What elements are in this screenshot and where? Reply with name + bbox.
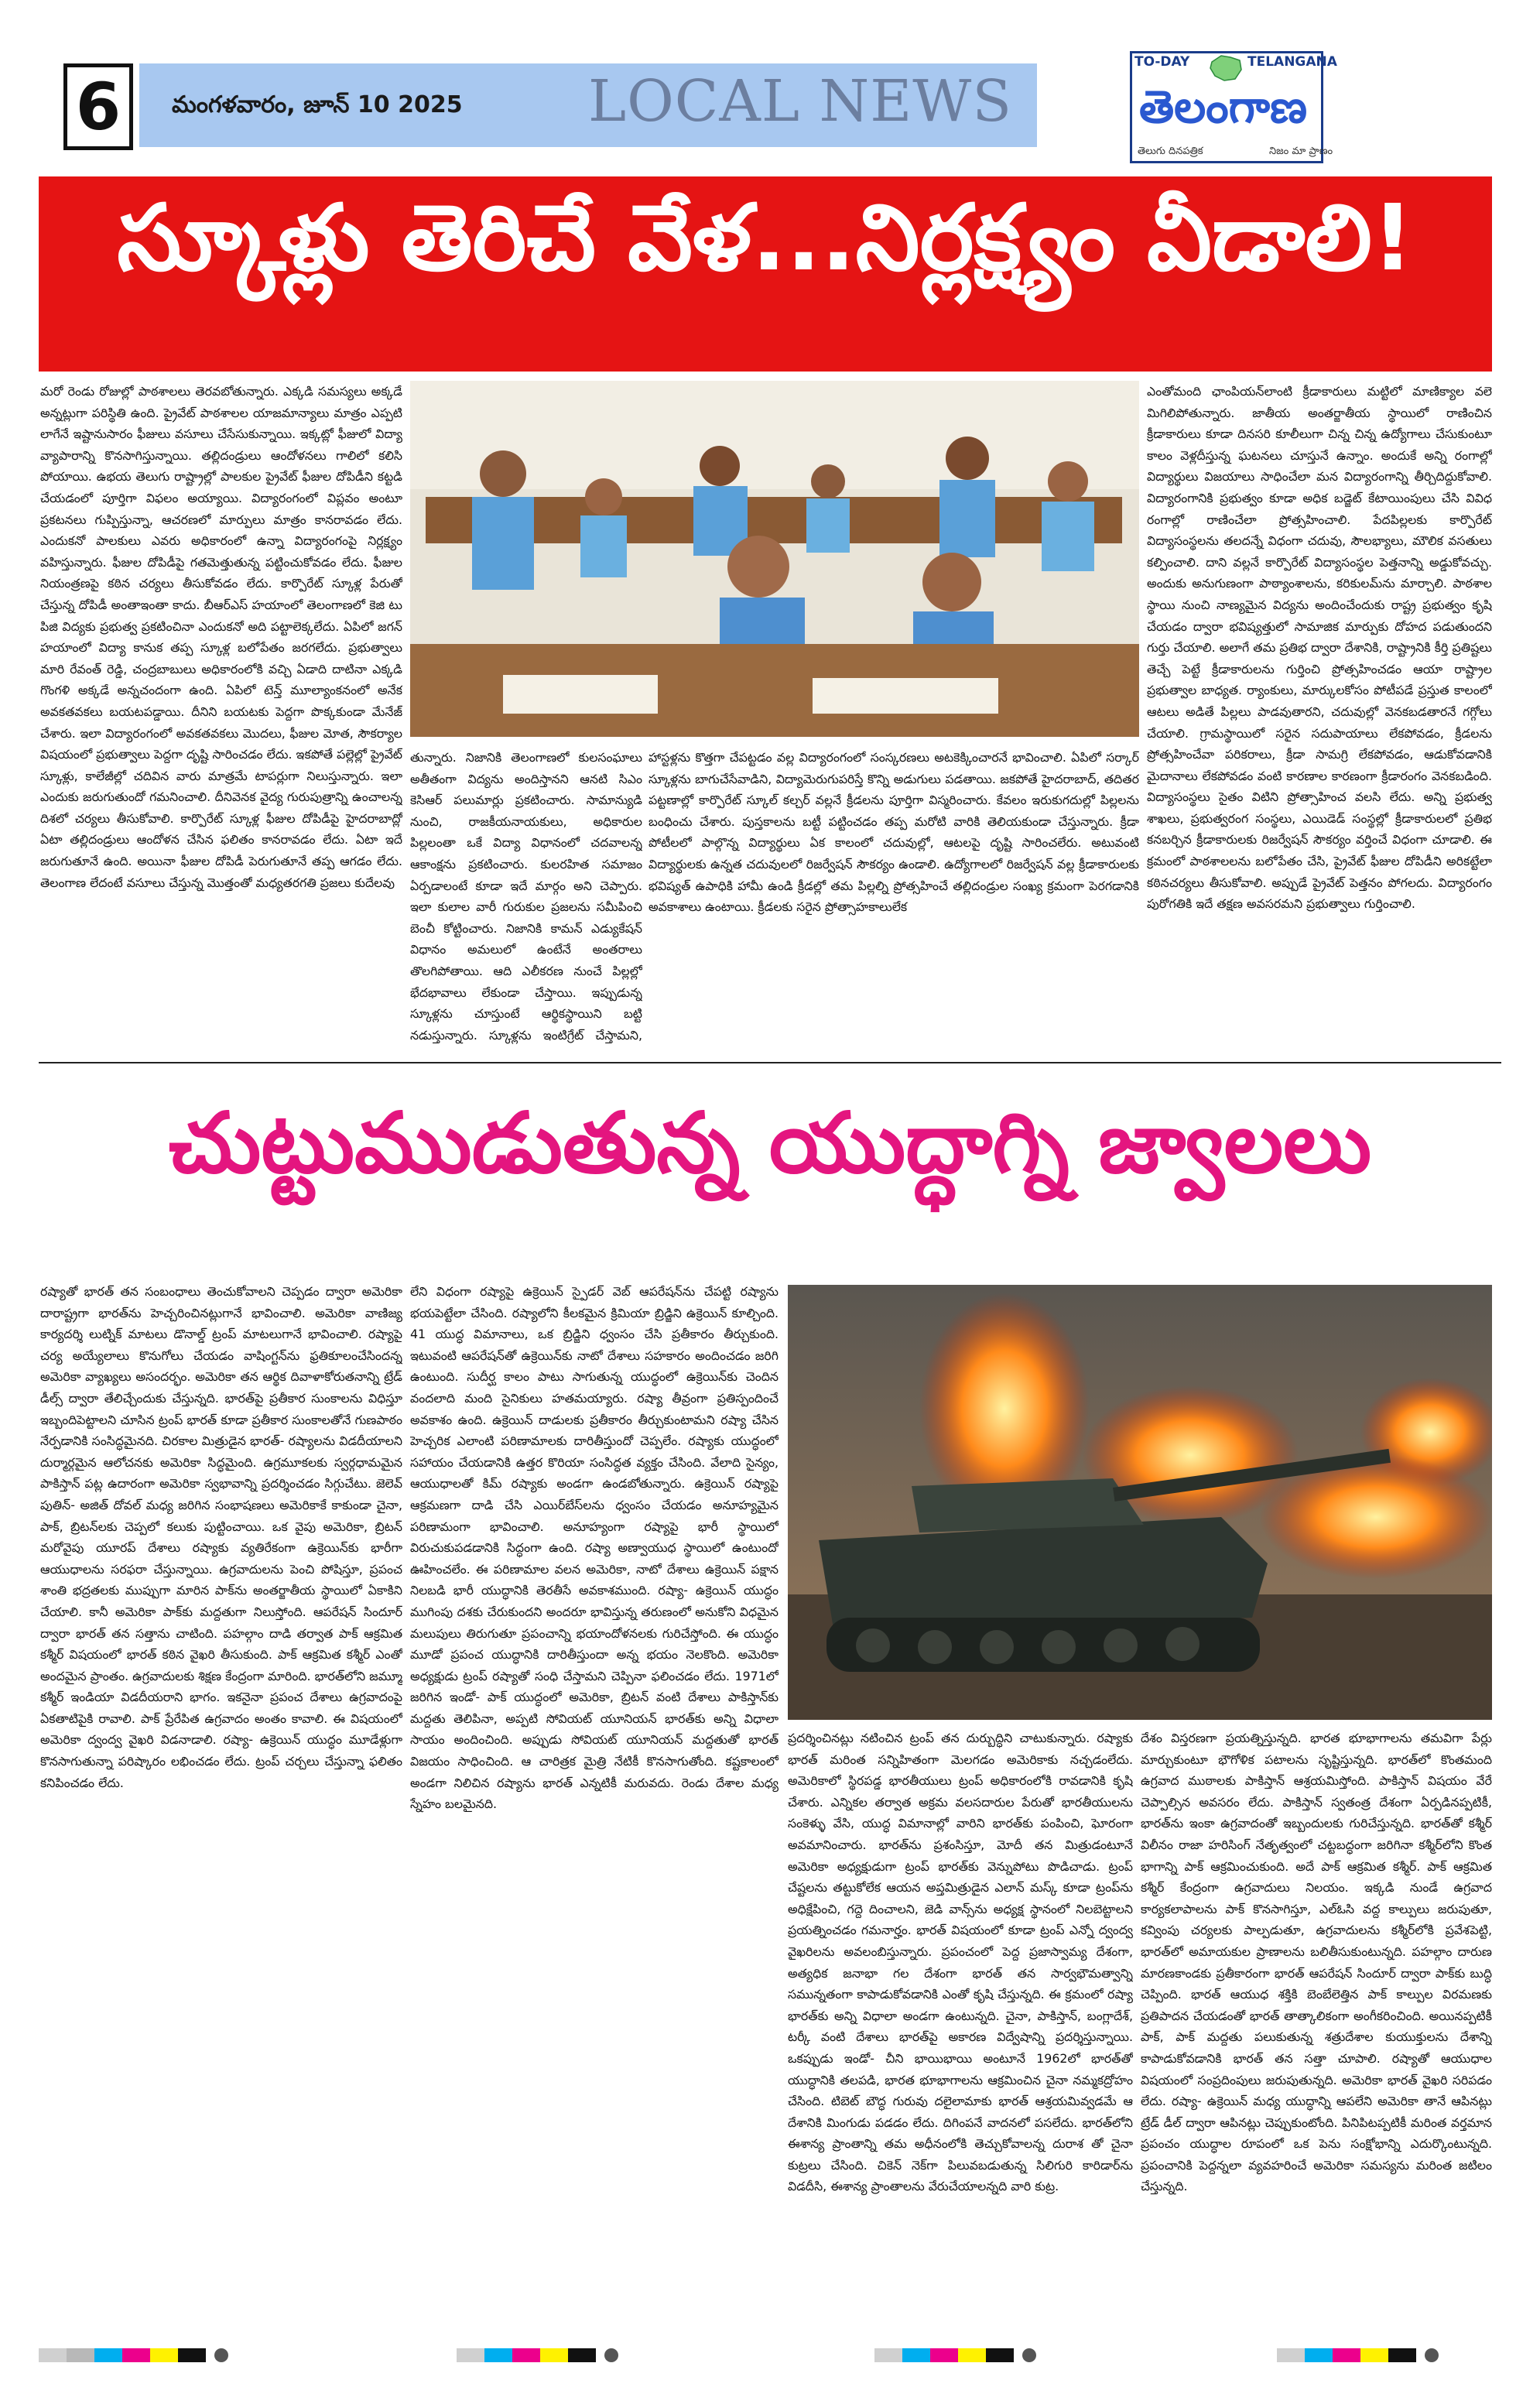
article1-headline: స్కూళ్లు తెరిచే వేళ...నిర్లక్ష్యం వీడాలి!	[117, 184, 1414, 291]
logo-tagline-right: నిజం మా ప్రాణం	[1269, 146, 1333, 157]
article1-column-2: తున్నారు. నిజానికి తెలంగాణలో కులసంఘాలు అతీతంగా విద్యను అందిస్తానని ఆనటి సిఎం కెసిఆర్ పలుమార్లు ప్రకటించారు. సామాన్యుడి నుంచి, రాజకీయనాయకులు, అధికారుల పిల్లలంతా ఒకే విద్యా విధానంలో చదవాలన్న ఆకాంక్షను ప్రకటించారు. కులరహిత సమాజం ఏర్పడాలంటే కూడా ఇదే మార్గం అని చెప్పారు. ఇలా కులాల వారీ గురుకుల ప్రజలను సమీపించి బెంచీ కోట్టించారు. నిజానికి కామన్ ఎడ్యుకేషన్ విధానం అమలులో ఉంటేనే అంతరాలు తొలగిపోతాయి. ఆది ఎలీకరణ నుంచే పిల్లల్లో భేదభావాలు లేకుండా చేస్తాయి. ఇప్పుడున్న స్కూళ్లను చూస్తుంటే ఆర్థికస్థాయిని బట్టి నడుస్తున్నారు. స్కూళ్లను ఇంటిగ్రేట్ చేస్తామని,	[410, 750, 642, 1043]
page-number: 6	[63, 63, 133, 150]
section-title: LOCAL NEWS	[588, 68, 1013, 135]
telangana-map-icon	[1207, 53, 1244, 84]
logo-tagline-left: తెలుగు దినపత్రిక	[1138, 146, 1203, 157]
classroom-students-photo	[410, 381, 1139, 737]
logo-name: తెలంగాణ	[1139, 80, 1307, 133]
article2-column-1: రష్యాతో భారత్ తన సంబంధాలు తెంచుకోవాలని చెప్పడం ద్వారా అమెరికా దారాష్ట్రగా భారత్‌ను హెచ్చరించినట్లుగానే భావించాలి. అమెరికా వాణిజ్య కార్యదర్శి లుట్నిక్ మాటలు డొనాల్డ్ ట్రంప్ మాటలుగానే భావించాలి. రష్యాపై చర్య అయ్యేలాలు కొనుగోలు చేయడం వాషింగ్టన్‌ను ఫ్రతికూలంచేసిందన్న అమెరికా వ్యాఖ్యలు అసందర్భం. అమెరికా తన ఆర్థిక దివాళాకోరుతనాన్ని ట్రేడ్ డీల్స్ ద్వారా తేలిచ్చేందుకు చేస్తున్నది. భారత్‌పై ప్రతీకార సుంకాలను విధిస్తూ ఇబ్బందిపెట్టాలని చూసిన ట్రంప్ భారత్ కూడా ప్రతీకార సుంకాలతోనే గుణపాఠం నేర్పడానికి సంసిద్ధమైనది. చిరకాల మిత్రుడైన భారత్- రష్యాలను విడదీయాలని దుర్మార్గమైన ఆలోచనకు అమెరికా సిద్ధమైంది. ఉగ్రమూకలకు స్వర్గధామమైన పాకిస్తాన్ పట్ల ఉదారంగా అమెరికా స్వభావాన్ని ప్రదర్శించడం సిగ్గుచేటు. జెలెవ్ పుతిన్- అజిత్ దోవల్ మధ్య జరిగిన సంభాషణలు అమెరికాకే కాకుండా చైనా, పాక్, బ్రిటన్‌లకు చెప్పలో కలుకు పుట్టించాయి. ఒక వైపు అమెరికా, బ్రిటన్ మరోవైపు యూరప్ దేశాలు రష్యాకు వ్యతిరేకంగా ఉక్రెయిన్‌కు భారీగా ఆయుధాలను సరఫరా చేస్తున్నాయి. ఉగ్రవాదులను పెంచి పోషిస్తూ, ప్రపంచ శాంతి భద్రతలకు ముప్పుగా మారిన పాక్‌ను అంతర్జాతీయ స్థాయిలో ఏకాకిని చేయాలి. కానీ అమెరికా పాక్‌కు మద్దతుగా నిలుస్తోంది. ఆపరేషన్ సిందూర్ ద్వారా భారత్ తన సత్తాను చాటింది. పహల్గాం దాడి తర్వాత పాక్ ఆక్రమిత కశ్మీర్ విషయంలో భారత్ కఠిన వైఖరి తీసుకుంది. పాక్ ఆక్రమిత కశ్మీర్ ఎంతో అందమైన ప్రాంతం. ఉగ్రవాదులకు శిక్షణ కేంద్రంగా మారింది. భారత్‌లోని జమ్మూ కశ్మీర్ ఇండియా విడదీయరాని భాగం. ఇకనైనా ప్రపంచ దేశాలు ఉగ్రవాదంపై ఏకతాటిపైకి రావాలి. పాక్ ప్రేరేపిత ఉగ్రవాదం అంతం కావాలి. ఈ విషయంలో అమెరికా ద్వంద్వ వైఖరి విడనాడాలి. రష్యా- ఉక్రెయిన్ యుద్ధం మూడేళ్లుగా కొనసాగుతున్నా పరిష్కారం లభించడం లేదు. ట్రంప్ చర్చలు చేస్తున్నా ఫలితం కనిపించడం లేదు.	[40, 1284, 402, 1790]
article2-column-3: ప్రదర్శించినట్లు నటించిన ట్రంప్ తన దుర్బుద్ధిని చాటుకున్నారు. రష్యాకు భారత్ మరింత సన్నిహితంగా మెలగడం అమెరికాకు నచ్చడంలేదు. అమెరికాలో స్థిరపడ్డ భారతీయులు ట్రంప్ అధికారంలోకి రావడానికి కృషి చేశారు. ఎన్నికల తర్వాత అక్రమ వలసదారుల పేరుతో భారతీయులను సంకెళ్ళు వేసి, యుద్ధ విమానాల్లో వారిని భారత్‌కు పంపించి, ఘోరంగా అవమానించారు. భారత్‌ను ప్రశంసిస్తూ, మోదీ తన మిత్రుడంటూనే అమెరికా అధ్యక్షుడుగా ట్రంప్ భారత్‌కు వెన్నుపోటు పొడిచాడు. ట్రంప్ చేష్టలను తట్టుకోలేక ఆయన అప్తమిత్రుడైన ఎలాన్ మస్క్ కూడా ట్రంప్‌ను అధిక్షేపించి, గద్దె దించాలని, జెడి వాన్స్‌ను అధ్యక్ష స్థానంలో నిలబెట్టాలని ప్రయత్నించడం గమనార్హం. భారత్ విషయంలో కూడా ట్రంప్ ఎన్నో ద్వంద్వ వైఖరిలను అవలంబిస్తున్నారు. ప్రపంచంలో పెద్ద ప్రజాస్వామ్య దేశంగా, అత్యధిక జనాభా గల దేశంగా భారత్ తన సార్వభౌమత్వాన్ని సమున్నతంగా కాపాడుకోవడానికి ఎంతో కృషి చేస్తున్నది. ఈ క్రమంలో రష్యా భారత్‌కు అన్ని విధాలా అండగా ఉంటున్నది. చైనా, పాకిస్తాన్, బంగ్లాదేశ్, టర్కీ వంటి దేశాలు భారత్‌పై అకారణ విద్వేషాన్ని ప్రదర్శిస్తున్నాయి. ఒకప్పుడు ఇండో- చీని భాయిభాయి అంటూనే 1962లో భారత్‌తో యుద్ధానికి తలపడి, భారత భూభాగాలను ఆక్రమించిన చైనా నమ్మకద్రోహం చేసింది. టిబెట్ బౌద్ధ గురువు దలైలామాకు భారత్ ఆశ్రయమివ్వడమే ఆ దేశానికి మింగుడు పడడం లేదు. దిగింపనే వాదనలో పసలేదు. భారత్‌లోని ఈశాన్య ప్రాంతాన్ని తమ అధీనంలోకి తెచ్చుకోవాలన్న దురాశ తో చైనా కుట్రలు చేసింది. చికెన్ నెక్‌గా పిలువబడుతున్న సిలిగురి కారిడార్‌ను విడదీసి, ఈశాన్య ప్రాంతాలను వేరుచేయాలన్నది వారి కుట్ర.	[788, 1731, 1133, 2194]
article2-headline: చుట్టుముడుతున్న యుద్ధాగ్ని జ్వాలలు	[168, 1095, 1372, 1192]
printer-registration-marks	[39, 2347, 1501, 2364]
logo-top-left: TO-DAY	[1134, 54, 1190, 70]
section-divider	[39, 1062, 1501, 1063]
tank-fire-photo	[788, 1285, 1492, 1720]
article1-column-4: ఎంతోమంది ఛాంపియన్‌లాంటి క్రీడాకారులు మట్టిలో మాణిక్యాల వలె మిగిలిపోతున్నారు. జాతీయ అంతర్జాతీయ స్థాయిలో రాణించిన క్రీడాకారులు కూడా దినసరి కూలీలుగా చిన్న చిన్న ఉద్యోగాలు చేసుకుంటూ కాలం వెళ్లదీస్తున్న ఘటనలు చూస్తునే ఉన్నాం. అందుకే అన్ని రంగాల్లో విద్యార్థులు విజయాలు సాధించేలా మన విద్యారంగాన్ని తీర్చిదిద్దుకోవాలి. విద్యారంగానికి ప్రభుత్వం కూడా అధిక బడ్జెట్ కేటాయింపులు చేసి వివిధ రంగాల్లో రాణించేలా ప్రోత్సహించాలి. పేదపిల్లలకు కార్పొరేట్ విద్యాసంస్థలను తలదన్నే విధంగా చదువు, సౌలభ్యాలు, మౌలిక వసతులు కల్పించాలి. దాని వల్లనే కార్పొరేట్ విద్యాసంస్థల పెత్తనాన్ని అడ్డుకోవచ్చు. అందుకు అనుగుణంగా పాఠ్యాంశాలను, కరికులమ్‌ను మార్చాలి. పాఠశాల స్థాయి నుంచి నాణ్యమైన విద్యను అందించేందుకు రాష్ట్ర ప్రభుత్వం కృషి చేయడం ద్వారా భవిష్యత్తులో సామాజిక మార్పుకు దోహద పడుతుందని గుర్తు చేయాలి. అలాగే తమ ప్రతిభ ద్వారా దేశానికి, రాష్ట్రానికి కీర్తి ప్రతిష్టలు తెచ్చే పెట్టే క్రీడాకారులను గుర్తించి ప్రోత్సహించడం ఆయా రాష్ట్రాల ప్రభుత్వాల బాధ్యత. ర్యాంకులు, మార్కులకోసం పోటీపడే ప్రస్తుత కాలంలో ఆటలు అడితే పిల్లలు పాడవుతారని, చదువుల్లో వెనకబడతారనే గగ్గోలు చేయాలి. గ్రామస్థాయిలో సరైన సదుపాయాలు లేకపోవడం, క్రీడలను ప్రోత్సహించేవా పరికరాలు, క్రీడా సామగ్రి లేకపోవడం, ఆడుకోవడానికి మైదానాలు లేకపోవడం వంటి కారణాల కారణంగా క్రీడారంగం వెనకబడింది. విద్యాసంస్థలు సైతం విటిని ప్రోత్సాహించ వలసి లేదు. అన్ని ప్రభుత్వ శాఖలు, ప్రభుత్వరంగ సంస్థలు, ఎయిడెడ్ సంస్థల్లో క్రీడాకారులలో ప్రతిభ కనబర్చిన క్రీడాకారులకు రిజర్వేషన్ సౌకర్యం వర్తించే విధంగా చూడాలి. ఈ క్రమంలో పాఠశాలలను బలోపేతం చేసి, ప్రైవేట్ ఫీజుల దోపిడీని అరికట్టేలా కఠినచర్యలు తీసుకోవాలి. అప్పుడే ప్రైవేట్ పెత్తనం పోగలదు. విద్యారంగం పురోగతికి ఇదే తక్షణ అవసరమని ప్రభుత్వాలు గుర్తించాలి.	[1147, 384, 1492, 912]
article1-column-1: మరో రెండు రోజుల్లో పాఠశాలలు తెరవబోతున్నారు. ఎక్కడి సమస్యలు అక్కడే అన్నట్లుగా పరిస్థితి ఉంది. ప్రైవేట్ పాఠశాలల యాజమాన్యాలు మాత్రం ఎప్పటి లాగేనే ఇష్టానుసారం ఫీజులు వసూలు చేసేసుకున్నాయి. ఇక్కట్లో ఫీజులో విద్యా వ్యాపారాన్ని కొనసాగిస్తున్నాయి. తల్లిదండ్రులు ఆందోళనలు గాలిలో కలిసి పోయాయి. ఉభయ తెలుగు రాష్ట్రాల్లో పాలకుల ప్రైవేట్ ఫీజుల దోపిడీని కట్టడి చేయడంలో పూర్తిగా విఫలం అయ్యాయి. విద్యారంగంలో విప్లవం అంటూ ప్రకటనలు గుప్పిస్తున్నా, ఆచరణలో మార్పులు మాత్రం కానరావడం లేదు. ఎందుకనో పాలకులు ఎవరు అధికారంలో ఉన్నా విద్యారంగంపై నిర్లక్ష్యం వహిస్తున్నారు. ఫీజుల దోపిడీపై గతమెత్తుతున్న పట్టించుకోవడం లేదు. ఫీజుల నియంత్రణపై కఠిన చర్యలు తీసుకోవడం లేదు. కార్పొరేట్ స్కూళ్ల పేరుతో చేస్తున్న దోపిడీ అంతాఇంతా కాదు. బీఆర్ఎస్ హయాంలో తెలంగాణలో కెజి టు పిజి విద్యకు ప్రభుత్వ ప్రకటించినా ఎందుకనో అది పట్టాలెక్కలేదు. ఏపిలో జగన్ హయాంలో విద్యా కానుక తప్ప స్కూళ్ల బలోపేతం జరగలేదు. ప్రభుత్వాలు మారి రేవంత్ రెడ్డి, చంద్రబాబులు అధికారంలోకి వచ్చి ఏడాది దాటినా ఎక్కడి గొంగళి అక్కడే అన్నచందంగా ఉంది. ఏపిలో టెన్త్ మూల్యాంకనంలో అనేక అవకతవకలు బయటపడ్డాయి. దీనిని బయటకు పెద్దగా పొక్కకుండా మేనేజ్ చేశారు. ఇలా విద్యారంగంలో అవకతవకలు మొదలు, ఫీజుల మోత, సౌకర్యాల విషయంలో ప్రభుత్వాలు పెద్దగా దృష్టి సారించడం లేదు. ఇకపోతే పల్లెల్లో ప్రైవేట్ స్కూళ్లు, కాలేజీల్లో చదివిన వారు మాత్రమే టాపర్లుగా నిలుస్తున్నారు. ఇలా ఎందుకు జరుగుతుందో గమనించాలి. దీనివెనక వైద్య గురుపుత్రాన్ని ఉంచాలన్న దిశలో చర్యలు తీసుకోవాలి. కార్పొరేట్ స్కూళ్ల ఫీజుల దోపిడీపై హైదరాబాద్లో ఏటా తల్లిదండ్రులు ఆందోళన చేసిన ఫలితం కానరావడం లేదు. ఏటా ఇదే జరుగుతూనే ఉంది. అయినా ఫీజుల దోపిడీ పెరుగుతూనే తప్ప ఆగడం లేదు. తెలంగాణ లేదంటే వసూలు చేస్తున్న మొత్తంతో మధ్యతరగతి ప్రజలు కుదేలవు	[40, 384, 402, 890]
logo-top-right: TELANGANA	[1247, 54, 1337, 70]
article2-column-4: దేశం విస్తరణగా ప్రయత్నిస్తున్నది. భారత భూభాగాలను తమవిగా పేర్లు మార్చుకుంటూ భౌగోళిక పటాలను సృష్టిస్తున్నది. భారత్‌లో కొంతమంది ఉగ్రవాద ముఠాలకు పాకిస్తాన్ ఆశ్రయమిస్తోంది. పాకిస్తాన్ విషయం వేరే చెప్పాల్సిన అవసరం లేదు. పాకిస్తాన్ స్వతంత్ర దేశంగా ఏర్పడినప్పటికీ, భారత్‌ను ఇంకా ఉగ్రవాదంతో ఇబ్బందులకు గురిచేస్తున్నది. భారత్‌తో కశ్మీర్ విలీనం రాజా హరిసింగ్ నేతృత్వంలో చట్టబద్ధంగా జరిగినా కశ్మీర్‌లోని కొంత భాగాన్ని పాక్ ఆక్రమించుకుంది. అదే పాక్ ఆక్రమిత కశ్మీర్. పాక్ ఆక్రమిత కశ్మీర్ కేంద్రంగా ఉగ్రవాదులు నిలయం. ఇక్కడి నుండే ఉగ్రవాద కార్యకలాపాలను పాక్ కొనసాగిస్తూ, ఎల్ఓసి వద్ద కాల్పులు జరుపుతూ, కవ్వింపు చర్యలకు పాల్పడుతూ, ఉగ్రవాదులను కశ్మీర్‌లోకి ప్రవేశపెట్టి, భారత్‌లో అమాయకుల ప్రాణాలను బలితీసుకుంటున్నది. పహల్గాం దారుణ మారణకాండకు ప్రతీకారంగా భారత్ ఆపరేషన్ సిందూర్ ద్వారా పాక్‌కు బుద్ధి చెప్పింది. భారత్ ఆయుధ శక్తికి బెంబేలెత్తిన పాక్ కాల్పుల విరమణకు ప్రతిపాదన చేయడంతో భారత్ తాత్కాలికంగా అంగీకరించింది. అయినప్పటికీ పాక్, పాక్ మద్దతు పలుకుతున్న శత్రుదేశాల కుయుక్తులను దేశాన్ని కాపాడుకోవడానికి భారత్ తన సత్తా చూపాలి. రష్యాతో ఆయుధాల విషయంలో సంప్రదింపులు జరుపుతున్నది. అమెరికా భారత్ వైఖరి సరిపడం లేదు. రష్యా- ఉక్రెయిన్ మధ్య యుద్ధాన్ని ఆపలేని అమెరికా తానే ఆపినట్లు ట్రేడ్ డీల్ ద్వారా ఆపినట్లు చెప్పుకుంటోంది. పినిపిటప్పటికీ మరింత వర్తమాన ప్రపంచం యుద్ధాల రూపంలో ఒక పెను సంక్షోభాన్ని ఎదుర్కొంటున్నది. ప్రపంచానికి పెద్దన్నలా వ్యవహరించే అమెరికా సమస్యను మరింత జటిలం చేస్తున్నది.	[1141, 1731, 1492, 2194]
article2-column-2: లేని విధంగా రష్యాపై ఉక్రెయిన్ స్పైడర్ వెబ్ ఆపరేషన్‌ను చేపట్టి రష్యాను భయపెట్టేలా చేసింది. రష్యాలోని కీలకమైన క్రిమియా బ్రిడ్జిని ఉక్రెయిన్ కూల్చింది. 41 యుద్ధ విమానాలు, ఒక బ్రిడ్జిని ధ్వంసం చేసి ప్రతీకారం తీర్చుకుంది. ఇటువంటి ఆపరేషన్‌తో ఉక్రెయిన్‌కు నాటో దేశాలు సహకారం అందించడం జరిగి ఉంటుంది. సుదీర్ఘ కాలం పాటు సాగుతున్న యుద్ధంలో ఉక్రెయిన్‌కు చెందిన వందలాది మంది సైనికులు హతమయ్యారు. రష్యా తీవ్రంగా ప్రతిస్పందించే అవకాశం ఉంది. ఉక్రెయిన్ దాడులకు ప్రతీకారం తీర్చుకుంటామని రష్యా చేసిన హెచ్చరిక ఎలాంటి పరిణామాలకు దారితీస్తుందో చెప్పలేం. రష్యాకు యుద్ధంలో సహాయం చేయడానికి ఉత్తర కొరియా సంసిద్ధత వ్యక్తం చేసింది. వేలాది సైన్యం, ఆయుధాలతో కిమ్ రష్యాకు అండగా ఉండబోతున్నారు. ఉక్రెయిన్ రష్యాపై ఆక్రమణగా దాడి చేసి ఎయిర్‌బేస్‌లను ధ్వంసం చేయడం అనూహ్యమైన పరిణామంగా భావించాలి. అనూహ్యంగా రష్యాపై భారీ స్థాయిలో విరుచుకుపడడానికి సిద్ధంగా ఉంది. రష్యా అణ్వాయుధ స్థాయిలో ఉంటుందో ఊహించలేం. ఈ పరిణామాల వలన అమెరికా, నాటో దేశాలు ఉక్రెయిన్ పక్షాన నిలబడి భారీ యుద్ధానికి తెరతీసే అవకాశముంది. రష్యా- ఉక్రెయిన్ యుద్ధం ముగింపు దశకు చేరుకుందని అందరూ భావిస్తున్న తరుణంలో అనుకోని విధమైన మలుపులు తిరుగుతూ ప్రపంచాన్ని భయాందోళనలకు గురిచేస్తోంది. ఈ యుద్ధం మూడో ప్రపంచ యుద్ధానికి దారితీస్తుందా అన్న భయం నెలకొంది. అమెరికా అధ్యక్షుడు ట్రంప్ రష్యాతో సంధి చేస్తామని చెప్పినా ఫలించడం లేదు. 1971లో జరిగిన ఇండో- పాక్ యుద్ధంలో అమెరికా, బ్రిటన్ వంటి దేశాలు పాకిస్తాన్‌కు మద్దతు తెలిపినా, అప్పటి సోవియట్ యూనియన్ భారత్‌కు అన్ని విధాలా సాయం అందించింది. అప్పుడు సోవియట్ యూనియన్ మద్దతుతో భారత్ విజయం సాధించింది. ఆ చారిత్రక మైత్రి నేటికీ కొనసాగుతోంది. కష్టకాలంలో అండగా నిలిచిన రష్యాను భారత్ ఎన్నటికీ మరువదు. రెండు దేశాల మధ్య స్నేహం బలమైనది.	[410, 1284, 779, 1812]
issue-date: మంగళవారం, జూన్ 10 2025	[172, 91, 463, 118]
article1-column-3: హాస్టళ్లను కొత్తగా చేపట్టడం వల్ల విద్యారంగంలో సంస్కరణలు అటకెక్కించారనే భావించాలి. ఏపిలో సర్కార్ స్కూళ్లను బాగుచేసేవాడిని, విద్యామెరుగుపరిస్తే కొన్ని అడుగులు పడతాయి. జకపోతే హైదరాబాద్, తదితర పట్టణాల్లో కార్పొరేట్ స్కూల్ కల్చర్ వల్లనే క్రీడలను పూర్తిగా విస్మరించారు. కేవలం ఇరుకుగదుల్లో పిల్లలను బంధించు చేశారు. పుస్తకాలను బట్టీ పట్టించడం తప్ప మరోటి వారికి తెలియకుండా చేస్తున్నారు. క్రీడా పోటీలలో పాల్గొన్న విద్యార్థులు ఏక కాలంలో చదువుల్లో, ఆటలపై దృష్టి సారించలేరు. అటువంటి విద్యార్థులకు ఉన్నత చదువులలో రిజర్వేషన్ సౌకర్యం ఉండాలి. ఉద్యోగాలలో రిజర్వేషన్ వల్ల క్రీడాకారులకు భవిష్యత్ ఉపాధికి హామీ ఉండి క్రీడల్లో తమ పిల్లల్ని ప్రోత్సహించే తల్లిదండ్రుల సంఖ్య క్రమంగా పెరగడానికి అవకాశాలు ఉంటాయి. క్రీడలకు సరైన ప్రోత్సాహకాలులేక	[649, 750, 1139, 915]
